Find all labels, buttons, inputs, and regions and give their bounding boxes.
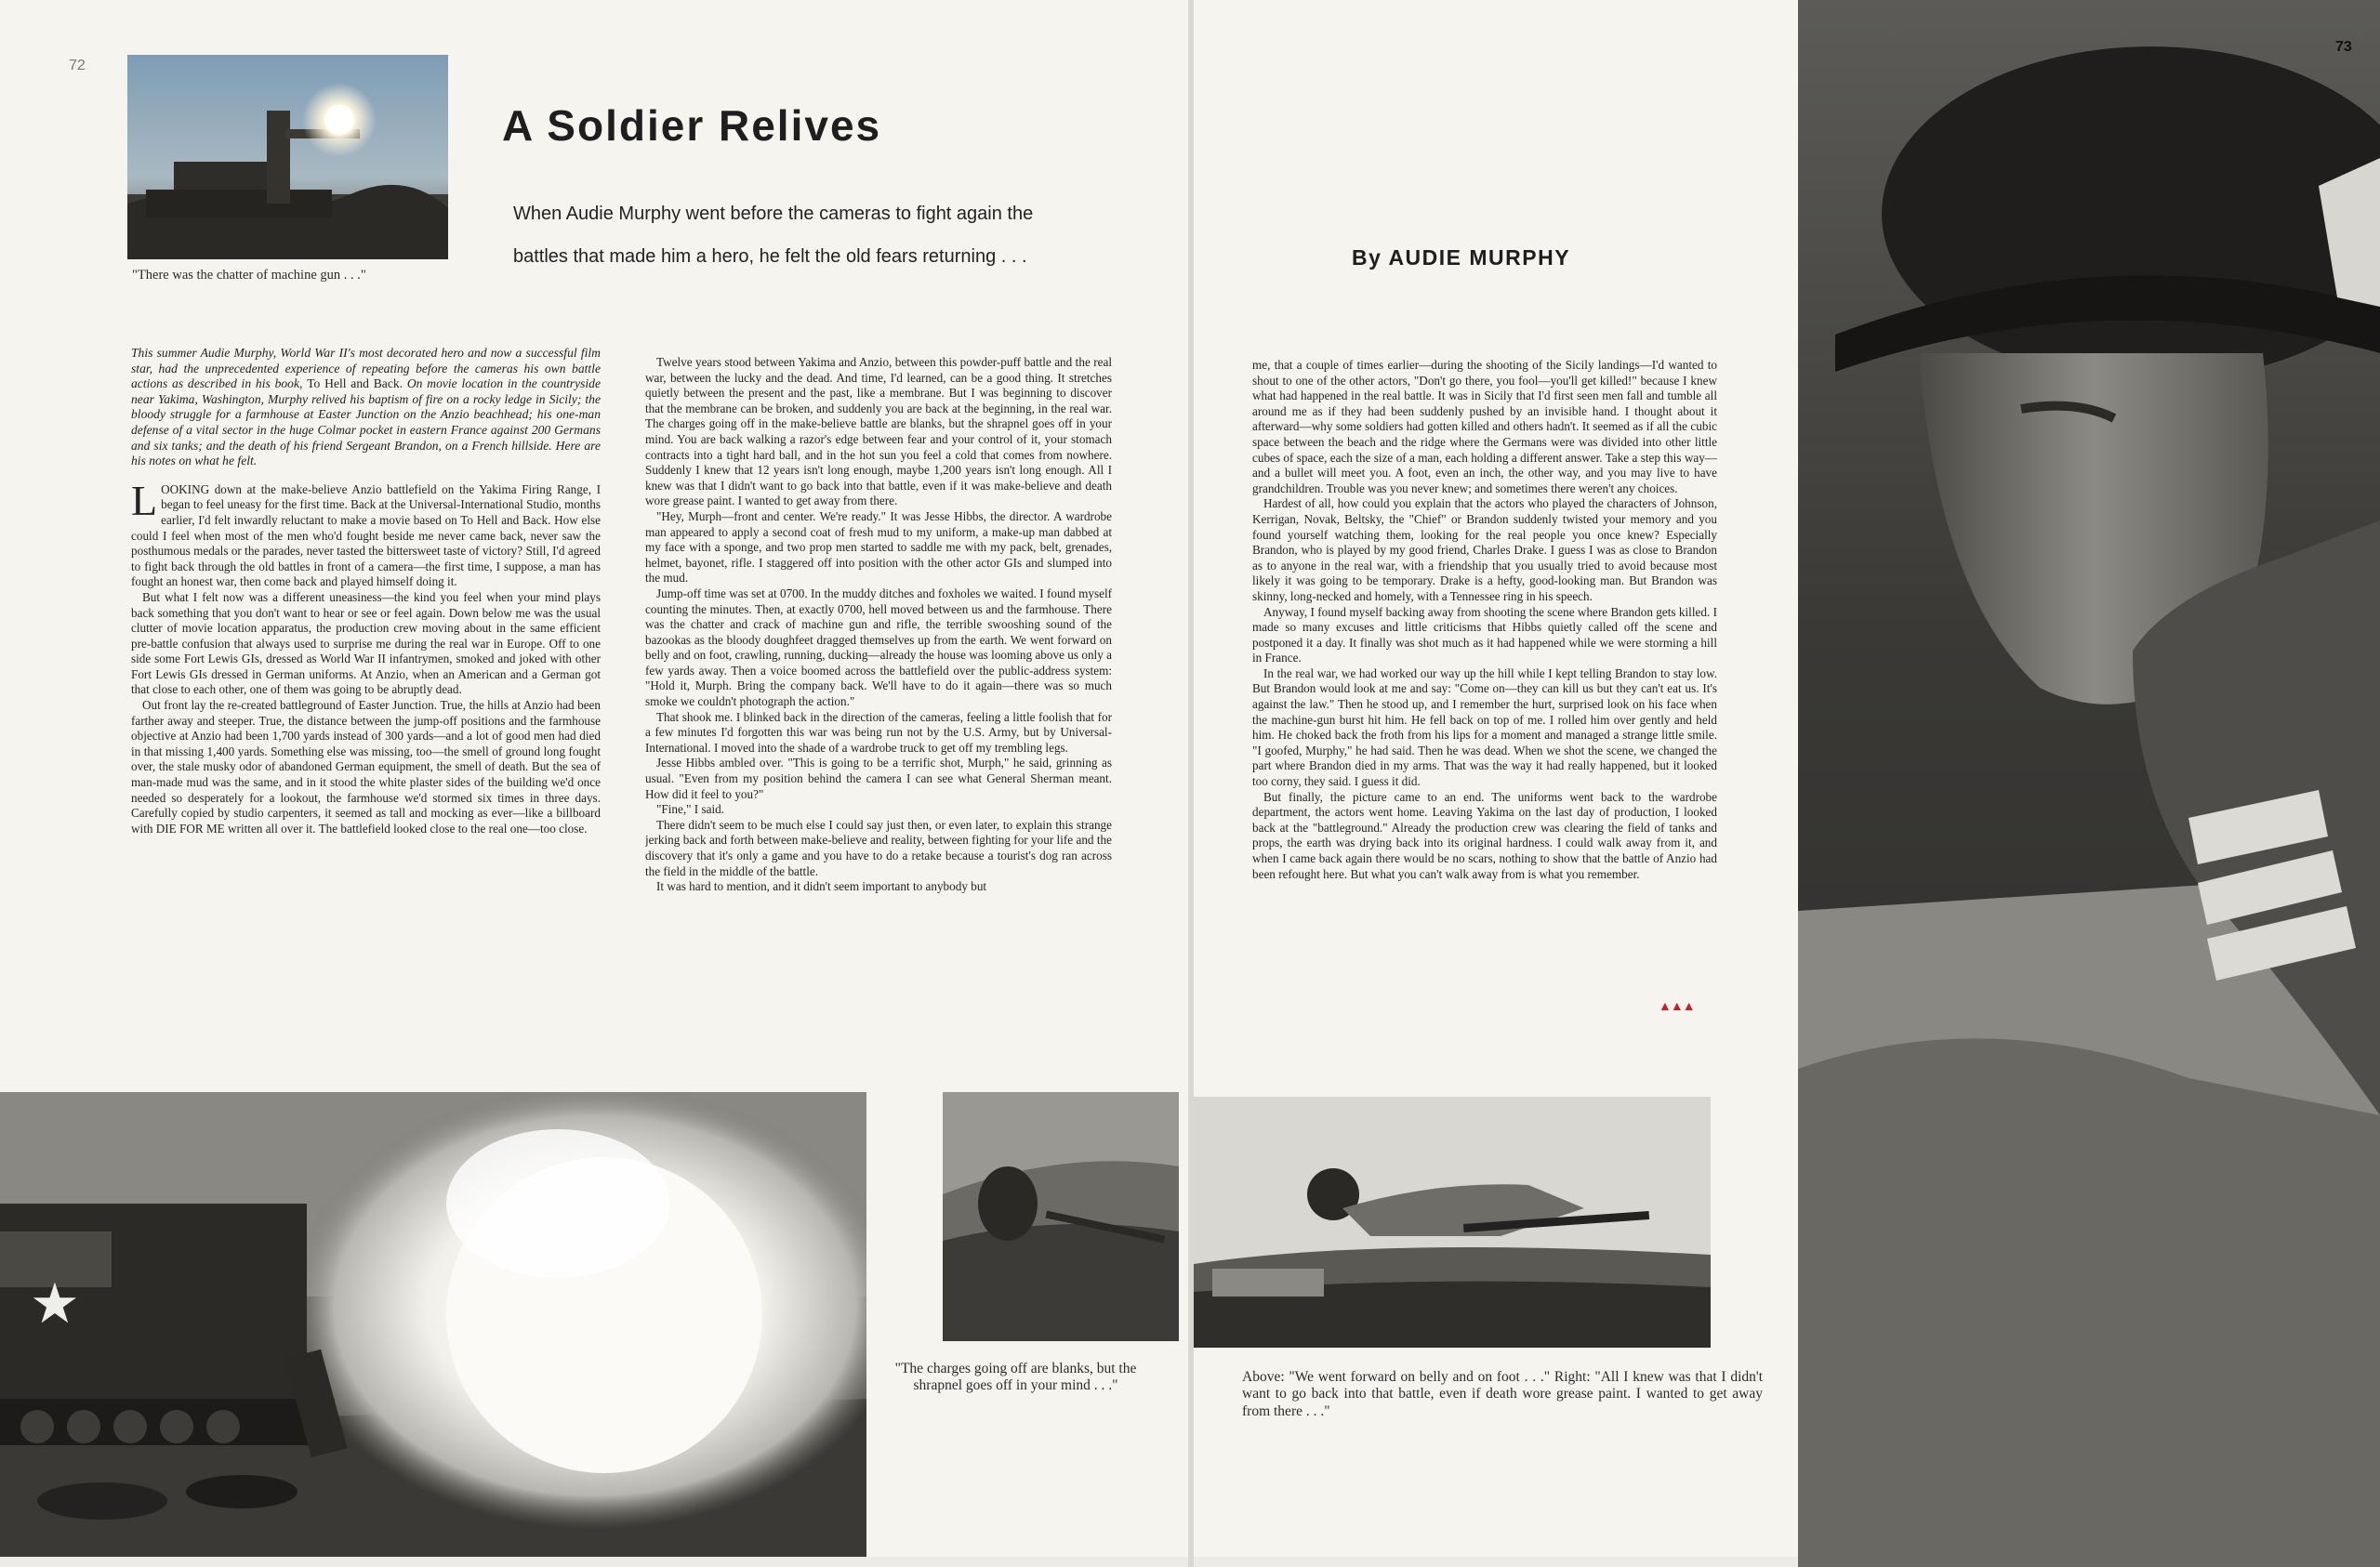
byline: By AUDIE MURPHY: [1352, 245, 1571, 270]
body-paragraph: LOOKING down at the make-believe Anzio battlefield on the Yakima Firing Range, I began to feel uneasy for the first time. Back at the Universal-International Studio, months earlier, I'd felt inwardly reluctant to make a movie based on To Hell and Back. How else could I feel when most of the men who'd fought beside me never came back, never saw the posthumous medals or the parades, never tasted the bittersweet taste of victory? Still, I'd agreed to fight back through the old battles in front of a camera—the first time, I suppose, a man has fought an honest war, then come back and played himself doing it.: [131, 476, 601, 589]
body-paragraph: But finally, the picture came to an end. The uniforms went back to the wardrobe department, the actors went home. Leaving Yakima on the last day of production, I looked back at the "battleground." Already the production crew was clearing the field of tanks and props, the earth was drying back into its original hardness. I could walk away from it, and when I came back again there would be no scars, nothing to show that the battle of Anzio had been refought here. But what you can't walk away from is what you remember.: [1252, 789, 1717, 881]
tank-explosion-photo: [0, 1092, 866, 1557]
top-photo-caption: "There was the chatter of machine gun . . .": [132, 268, 366, 283]
crawling-soldier-photo: [943, 1092, 1179, 1341]
body-paragraph: Out front lay the re-created battleground of Easter Junction. True, the hills at Anzio had been farther away and steeper. True, the distance between the jump-off positions and the farmhouse objective at Anzio had been 1,700 yards instead of 300 yards—and a lot of good men had died in that missing 1,400 yards. Something else was missing, too—the smell of ground long fought over, the stale musky odor of abandoned German equipment, the smell of death. But the sea of man-made mud was the same, and in it stood the white plaster sides of the building we'd once needed so desperately for a lookout, the farmhouse we'd stormed six times in three days. Carefully copied by studio carpenters, it seemed as tall and mocking as ever—like a billboard with DIE FOR ME written all over it. The battlefield looked close to the real one—too close.: [131, 698, 601, 836]
tank-star-icon: ★: [30, 1271, 80, 1337]
body-paragraph: It was hard to mention, and it didn't seem important to anybody but: [656, 879, 987, 894]
machine-gun-photo: [127, 55, 448, 259]
body-paragraph: Twelve years stood between Yakima and Anzio, between this powder-puff battle and the real war, between the lucky and the dead. And time, I'd learned, can be a good thing. It stretches quietly between the present and the past, like a membrane. But I was beginning to discover that the membrane can be broken, and suddenly you are back at the beginning, in the real war. The charges going off in the make-believe battle are blanks, but the shrapnel goes off in your mind. You are back walking a razor's edge between fear and your control of it, your stomach contracts into a tight hard ball, and in the hot sun you feel a cold that comes from nowhere. Suddenly I knew that 12 years isn't long enough, maybe 1,200 years isn't long enough. All I knew was that I didn't want to go back into that battle, even if it was make-believe and death wore grease paint. I wanted to get away from there.: [645, 355, 1112, 508]
crawling-murphy-photo: [1194, 1097, 1711, 1348]
body-paragraph: There didn't seem to be much else I could say just then, or even later, to explain this strange jerking back and forth between make-believe and reality, between fighting for your life and the discovery that it's only a game and you have to do a retake because a tourist's dog ran across the field in the middle of the battle.: [645, 817, 1112, 878]
article-column-1: [131, 346, 601, 1015]
right-page: [1194, 0, 1807, 1557]
deck-line-2: battles that made him a hero, he felt the old fears returning . . .: [513, 246, 1027, 267]
body-paragraph: "Hey, Murph—front and center. We're ready." It was Jesse Hibbs, the director. A wardrobe man appeared to apply a second coat of fresh mud to my uniform, a make-up man dabbed at my face with a sponge, and two prop men started to saddle me with my pack, belt, grenades, helmet, bayonet, rifle. I staggered off into position with the other actor GIs and slumped into the mud.: [645, 508, 1112, 586]
body-paragraph: In the real war, we had worked our way up the hill while I kept telling Brandon to stay low. But Brandon would look at me and say: "Come on—they can kill us but they can't eat us. It's against the law." Then he stood up, and I remember the hurt, surprised look on his face when the machine-gun burst hit him. He fell back on top of me. I rolled him over gently and held him. He choked back the froth from his lips for a moment and managed a strange little smile. "I goofed, Murphy," he had said. Then he was dead. When we shot the scene, we changed the part where Brandon died in my arms. That was the way it had really happened, but it looked too corny, they said. I guess it did.: [1252, 665, 1717, 789]
article-column-3: [1252, 358, 1717, 1020]
body-paragraph: But what I felt now was a different uneasiness—the kind you feel when your mind plays back something that you don't want to hear or see or feel again. Down below me was the usual clutter of movie location apparatus, the production crew moving about in the same efficient pre-battle confusion that always used to surprise me during the real war in Europe. Off to one side some Fort Lewis GIs, dressed as World War II infantrymen, smoked and joked with other Fort Lewis GIs dressed in German uniforms. At Anzio, when an American and a German got that close to each other, one of them was going to be abruptly dead.: [131, 589, 601, 697]
body-paragraph: Jesse Hibbs ambled over. "This is going to be a terrific shot, Murph," he said, grinning as usual. "Even from my position behind the camera I can see what General Sherman meant. How did it feel to you?": [645, 756, 1112, 801]
page-number-left: 72: [69, 58, 86, 73]
page-number-right: 73: [2335, 39, 2352, 55]
right-photo-caption: Above: "We went forward on belly and on foot . . ." Right: "All I knew was that I didn't want to go back into that battle, even if death wore grease paint. I wanted to get away from there . . .": [1242, 1369, 1763, 1419]
deck-line-1: When Audie Murphy went before the cameras to fight again the: [513, 204, 1034, 224]
body-paragraph: Jump-off time was set at 0700. In the muddy ditches and foxholes we waited. I found myself counting the minutes. Then, at exactly 0700, hell moved between us and the farmhouse. There was the chatter and crack of machine gun and rifle, the terrible swooshing sound of the bazookas as the bloody doughfeet dragged themselves up from the earth. We went forward on belly and on foot, crawling, running, ducking—already the house was looming above us only a few yards away. Then a voice boomed across the battlefield over the public-address system: "Hold it, Murph. Bring the company back. We'll have to do it again—there was so much smoke we couldn't photograph the action.": [645, 586, 1112, 709]
body-paragraph: me, that a couple of times earlier—during the shooting of the Sicily landings—I'd wanted to shout to one of the other actors, "Don't go there, you fool—you'll get killed!" because I knew what had happened in the real battle. It was in Sicily that I'd first seen men fall and tumble all around me as if they had been suddenly pushed by an invisible hand. I thought about it afterward—why some soldiers had gotten killed and others hadn't. It seemed as if all the cubic space between the beach and the ridge where the Germans were was divided into other little cubes of space, each the size of a man, each holding a different answer. Take a step this way—and a bullet will meet you. A foot, even an inch, the other way, and you may live to have grandchildren. Trouble was you never knew; and sometimes there weren't any choices.: [1252, 358, 1717, 495]
soldier-portrait-photo: [1798, 0, 2380, 1567]
intro-paragraph: This summer Audie Murphy, World War II's most decorated hero and now a successful film star, had the unprecedented experience of repeating before the cameras his own battle actions as described in his book, To Hell and Back. On movie location in the countryside near Yakima, Washington, Murphy relived his baptism of fire on a rocky ledge in Sicily; the bloody struggle for a farmhouse at Easter Junction on the Anzio beachhead; his one-man defense of a vital sector in the huge Colmar pocket in eastern France against 200 Germans and six tanks; and the death of his friend Sergeant Brandon, on a French hillside. Here are his notes on what he felt.: [131, 346, 601, 468]
end-mark: ▲▲▲: [1659, 1000, 1695, 1014]
body-paragraph: Anyway, I found myself backing away from shooting the scene where Brandon gets killed. I made so many excuses and little criticisms that Hibbs quietly called off the scene and postponed it a day. It finally was shot much as it had happened while we were storming a hill in France.: [1252, 604, 1717, 665]
body-paragraph: Hardest of all, how could you explain that the actors who played the characters of Johnson, Kerrigan, Novak, Beltsky, the "Chief" or Brandon suddenly twisted your memory and you found yourself watching them, looking for the real people you once knew? Especially Brandon, who is played by my good friend, Charles Drake. I guess I was as close to Brandon as to anyone in the real war, with a friendship that you usually tried to avoid because most likely it was going to be temporary. Drake is a hefty, good-looking man. But Brandon was skinny, long-necked and homely, with a Tennessee ring in his speech.: [1252, 496, 1717, 603]
drop-cap: L: [131, 476, 158, 524]
article-column-2: [645, 355, 1112, 1015]
headline-part1: A Soldier Relives: [502, 101, 882, 150]
body-paragraph: "Fine," I said.: [656, 802, 725, 817]
body-paragraph: That shook me. I blinked back in the direction of the cameras, feeling a little foolish that for a few minutes I'd forgotten this war was being run not by the U.S. Army, but by Universal-International. I moved into the shade of a wardrobe truck to get off my trembling legs.: [645, 709, 1112, 755]
left-page: [0, 0, 1188, 1557]
middle-photo-caption: "The charges going off are blanks, but the shrapnel goes off in your mind . . .": [894, 1361, 1137, 1394]
